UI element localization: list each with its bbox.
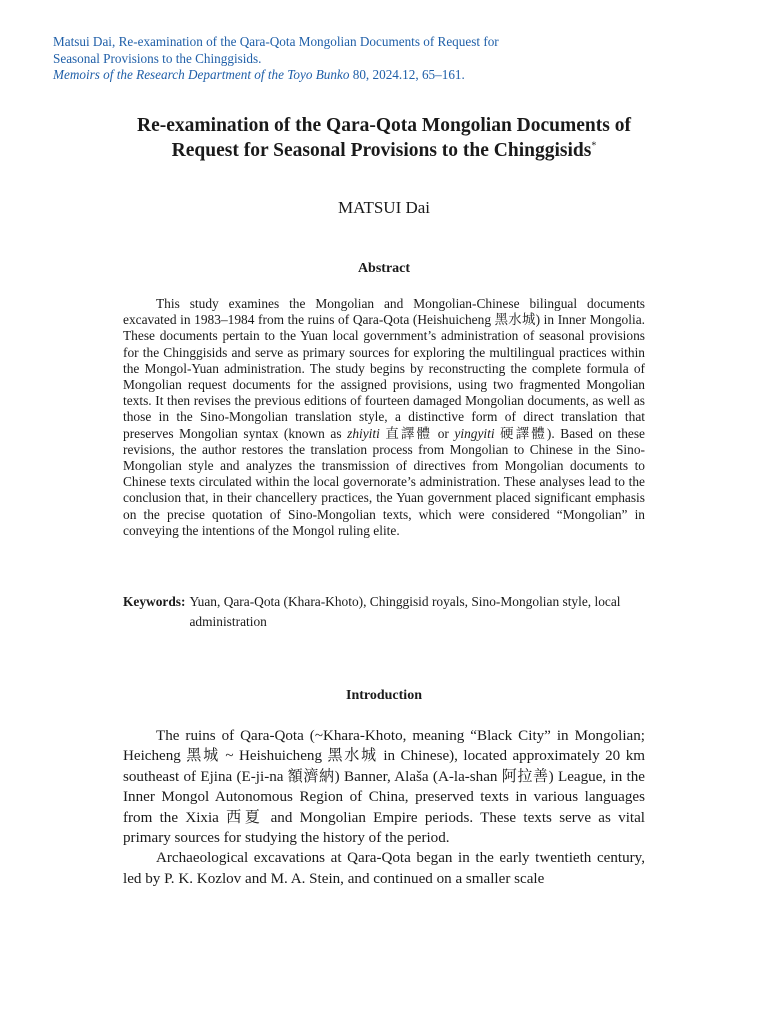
abstract-text-part-2: 硬譯體). Based on these revisions, the author restores the translation process from Mongolian to Chinese in the Sino-Mongolian style and analyzes the transmission of directives from Mongolian documents to Chinese texts circulated within the local governorate’s administration. These analyses lead to the conclusion that, in their chancellery practices, the Yuan government placed significant emphasis on the precise quotation of Sino-Mongolian texts, which were considered “Mongolian” in conveying the intentions of the Mongol ruling elite. (123, 425, 646, 538)
author-name: MATSUI Dai (337, 198, 431, 217)
title-footnote-mark[interactable]: * (591, 140, 597, 152)
keywords-label: Keywords: (123, 594, 186, 609)
title-line-2-text: Request for Seasonal Provisions to the Chinggisids (171, 140, 592, 161)
abstract-term-zhiyiti-chinese: 直譯體 or (379, 425, 455, 441)
citation-volume: 80, 2024.12, 65–161. (349, 67, 465, 82)
introduction-body (123, 726, 645, 889)
citation-line-1: Matsui Dai, Re-examination of the Qara-Qota Mongolian Documents of Request for (53, 34, 499, 49)
title-line-2 (100, 138, 668, 163)
abstract-term-zhiyiti: zhiyiti (347, 425, 380, 441)
keywords-text: Yuan, Qara-Qota (Khara-Khoto), Chinggisid royals, Sino-Mongolian style, local administration (189, 594, 621, 629)
abstract-text-part-1: This study examines the Mongolian and Mongolian-Chinese bilingual documents excavated in 1983–1984 from the ruins of Qara-Qota (Heishuicheng 黑水城) in Inner Mongolia. These documents pertain to the Yuan local government’s administration of seasonal provisions for the Chinggisids and serve as primary sources for exploring the multilingual practices within the Mongol-Yuan administration. The study begins by reconstructing the complete formula of Mongolian request documents for the assigned provisions, using two fragmented Mongolian texts. It then revises the previous editions of fourteen damaged Mongolian documents, as well as those in the Sino-Mongolian translation style, a distinctive form of direct translation that preserves Mongolian syntax (known as (123, 296, 645, 441)
citation-line-3 (53, 67, 613, 84)
abstract-text (123, 296, 645, 539)
introduction-heading: Introduction (346, 688, 422, 703)
citation-journal: Memoirs of the Research Department of the Toyo Bunko (53, 67, 350, 82)
introduction-paragraph: The ruins of Qara-Qota (~Khara-Khoto, meaning “Black City” in Mongolian; Heicheng 黑城 ~ Heishuicheng 黑水城 in Chinese), located approximately 20 km southeast of Ejina (E-ji-na 額濟納) Banner, Alaša (A-la-shan 阿拉善) League, in the Inner Mongol Autonomous Region of China, preserved texts in various languages from the Xixia 西夏 and Mongolian Empire periods. These texts serve as vital primary sources for studying the history of the period. (123, 728, 645, 847)
title-line-1: Re-examination of the Qara-Qota Mongolian Documents of (137, 115, 631, 136)
abstract-term-yingyiti: yingyiti (454, 425, 495, 441)
paper-title (100, 113, 668, 163)
introduction-paragraph: Archaeological excavations at Qara-Qota began in the early twentieth century, led by P. K. Kozlov and M. A. Stein, and continued on a smaller scale (123, 850, 645, 887)
citation-line-2: Seasonal Provisions to the Chinggisids. (53, 50, 262, 66)
citation-block (53, 34, 613, 84)
abstract-heading: Abstract (357, 261, 411, 276)
keywords-block (123, 592, 645, 631)
